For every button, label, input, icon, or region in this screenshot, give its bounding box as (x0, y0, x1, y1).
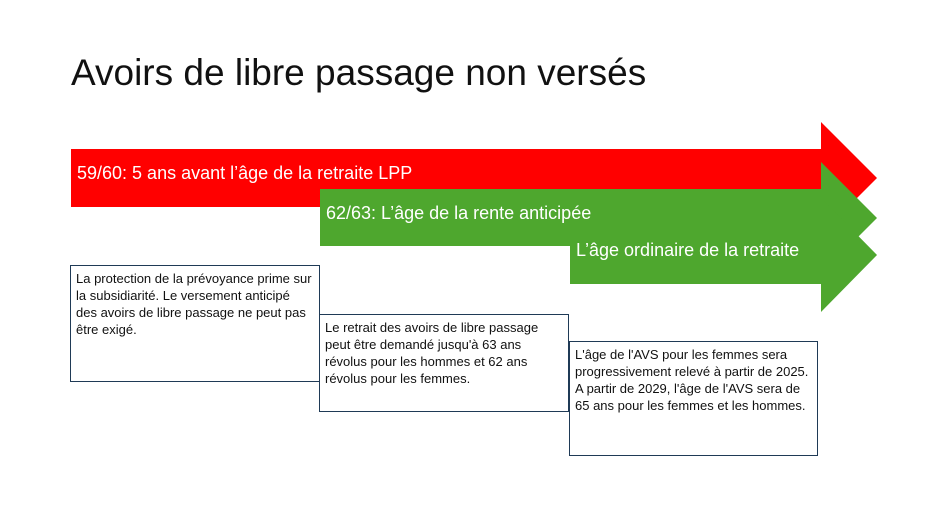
note-box-protection: La protection de la prévoyance prime sur la subsidiarité. Le versement anticipé des avoirs de libre passage ne peut pas être exigé. (70, 265, 320, 382)
arrow-label-early-pension: 62/63: L’âge de la rente anticipée (326, 203, 592, 223)
arrow-label-ordinary-retirement: L’âge ordinaire de la retraite (576, 240, 800, 260)
note-box-withdrawal: Le retrait des avoirs de libre passage peut être demandé jusqu'à 63 ans révolus pour les hommes et 62 ans révolus pour les femmes. (319, 314, 569, 412)
arrow-label-lpp: 59/60: 5 ans avant l’âge de la retraite LPP (77, 163, 413, 183)
note-box-avs-age: L'âge de l'AVS pour les femmes sera progressivement relevé à partir de 2025. A partir de 2029, l'âge de l'AVS sera de 65 ans pour les femmes et les hommes. (569, 341, 818, 456)
slide-title: Avoirs de libre passage non versés (71, 52, 647, 93)
